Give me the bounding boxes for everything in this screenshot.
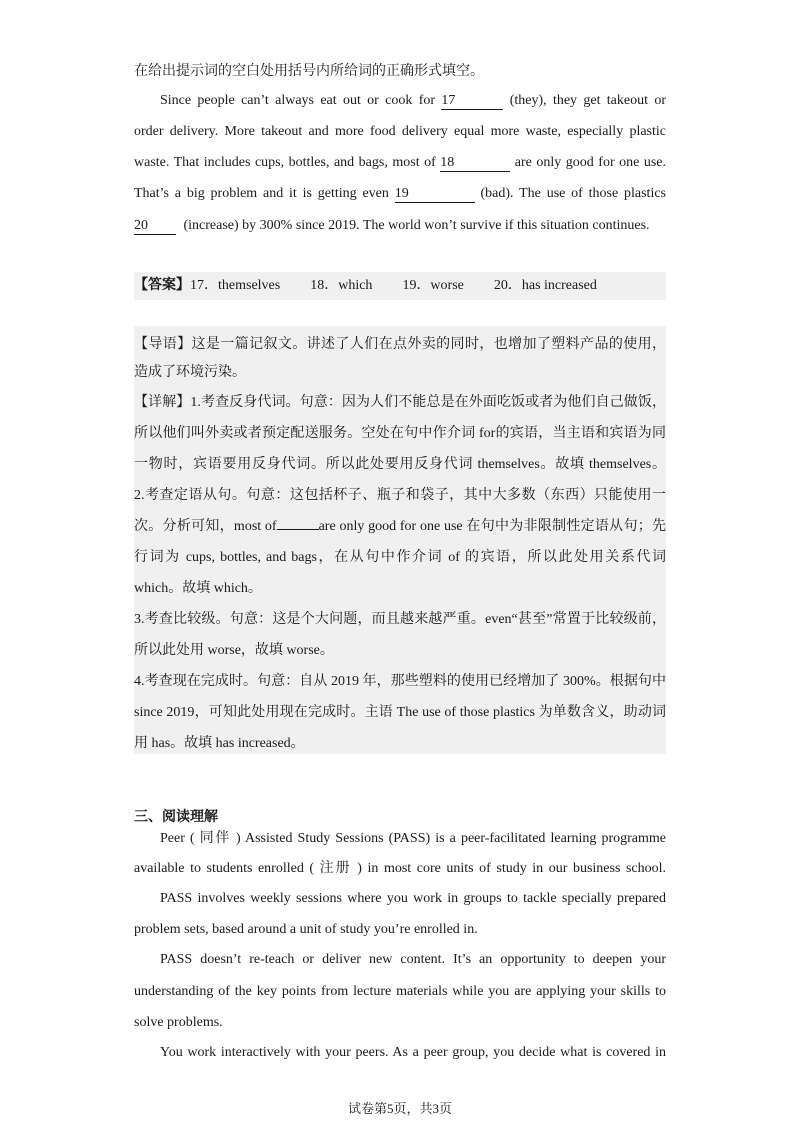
- answer-line: [134, 276, 666, 296]
- reading-line: solve problems.: [134, 1015, 223, 1030]
- blank-19: 19: [395, 186, 475, 203]
- detail-blank: [277, 529, 319, 530]
- detail-line: since 2019，可知此处用现在完成时。主语 The use of those plastics 为单数含义，助动词: [134, 705, 666, 720]
- detail-line: 一物时，宾语要用反身代词。所以此处要用反身代词 themselves。故填 themselves。: [134, 457, 666, 472]
- guide-line: 【导语】这是一篇记叙文。讲述了人们在点外卖的同时，也增加了塑料产品的使用，: [134, 337, 666, 352]
- reading-line: problem sets, based around a unit of study you’re enrolled in.: [134, 922, 478, 937]
- reading-line: Peer ( 同伴 ) Assisted Study Sessions (PASS) is a peer-facilitated learning programme: [160, 831, 666, 846]
- passage-line: Since people can’t always eat out or cook for 17 (they), they get takeout or: [160, 93, 666, 108]
- answer-item: 17．themselves: [190, 278, 281, 293]
- reading-line: understanding of the key points from lecture materials while you are applying your skills to: [134, 984, 666, 999]
- reading-line: PASS doesn’t re-teach or deliver new content. It’s an opportunity to deepen your: [160, 952, 666, 967]
- passage-line: That’s a big problem and it is getting even 19 (bad). The use of those plastics: [134, 186, 666, 201]
- guide-line: 造成了环境污染。: [134, 365, 246, 380]
- detail-line: 行词为 cups, bottles, and bags，在从句中作介词 of 的宾语，所以此处用关系代词: [134, 550, 666, 565]
- blank-18: 18: [440, 155, 510, 172]
- passage-line: order delivery. More takeout and more food delivery equal more waste, especially plastic: [134, 124, 666, 139]
- detail-line: 2.考查定语从句。句意：这包括杯子、瓶子和袋子，其中大多数（东西）只能使用一: [134, 488, 666, 503]
- detail-line: 4.考查现在完成时。句意：自从 2019 年，那些塑料的使用已经增加了 300%。根据句中: [134, 674, 666, 689]
- blank-17: 17: [441, 93, 503, 110]
- detail-line: 所以他们叫外卖或者预定配送服务。空处在句中作介词 for的宾语，当主语和宾语为同: [134, 426, 666, 441]
- passage-line: 20 (increase) by 300% since 2019. The world won’t survive if this situation continues.: [134, 218, 650, 233]
- detail-line: 所以此处用 worse，故填 worse。: [134, 643, 334, 658]
- passage-line: waste. That includes cups, bottles, and bags, most of 18 are only good for one use.: [134, 155, 667, 170]
- blank-20: 20: [134, 218, 176, 235]
- section-title: 三、阅读理解: [134, 810, 218, 825]
- detail-line: 用 has。故填 has increased。: [134, 736, 305, 751]
- answer-box: [134, 272, 666, 300]
- answer-label: 【答案】: [134, 278, 190, 293]
- analysis-box: [134, 326, 666, 754]
- instruction-text: 在给出提示词的空白处用括号内所给词的正确形式填空。: [134, 64, 484, 79]
- detail-line: 次。分析可知，most of are only good for one use 在句中为非限制性定语从句；先: [134, 519, 666, 534]
- reading-line: available to students enrolled ( 注册 ) in most core units of study in our business school.: [134, 861, 666, 876]
- detail-line: which。故填 which。: [134, 581, 262, 596]
- page-footer: 试卷第5页，共3页: [347, 1101, 452, 1116]
- answer-item: 19．worse: [402, 278, 464, 293]
- detail-line: 【详解】1.考查反身代词。句意：因为人们不能总是在外面吃饭或者为他们自己做饭，: [134, 395, 666, 410]
- answer-item: 20．has increased: [493, 278, 597, 293]
- reading-line: You work interactively with your peers. As a peer group, you decide what is covered in: [160, 1045, 666, 1060]
- reading-line: PASS involves weekly sessions where you work in groups to tackle specially prepared: [160, 891, 666, 906]
- answer-item: 18．which: [310, 278, 373, 293]
- detail-line: 3.考查比较级。句意：这是个大问题，而且越来越严重。even“甚至”常置于比较级前，: [134, 612, 666, 627]
